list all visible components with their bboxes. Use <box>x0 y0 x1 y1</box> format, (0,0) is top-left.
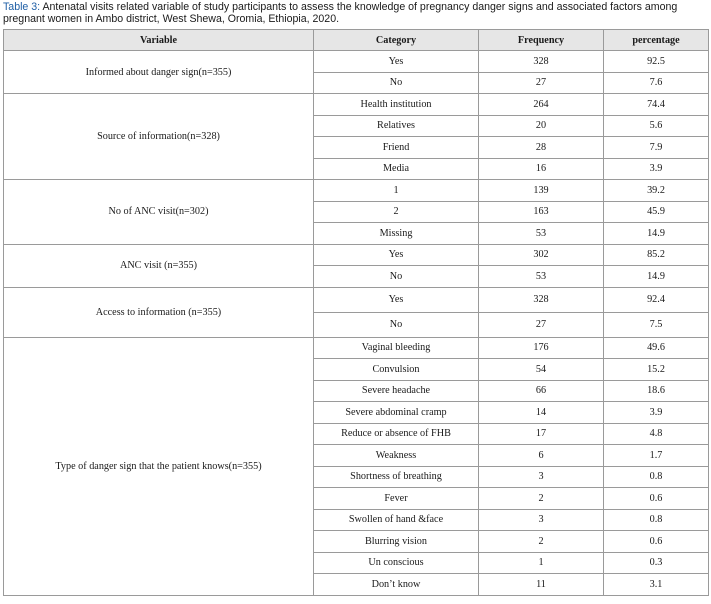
frequency-cell: 163 <box>479 201 604 223</box>
percentage-cell: 74.4 <box>604 94 709 116</box>
table-row <box>4 51 709 73</box>
percentage-cell: 7.9 <box>604 137 709 159</box>
frequency-cell: 53 <box>479 266 604 288</box>
frequency-cell: 328 <box>479 287 604 312</box>
category-cell: Yes <box>314 51 479 73</box>
percentage-cell: 85.2 <box>604 244 709 266</box>
frequency-cell: 139 <box>479 180 604 202</box>
table-row <box>4 337 709 359</box>
frequency-cell: 28 <box>479 137 604 159</box>
frequency-cell: 66 <box>479 380 604 402</box>
frequency-cell: 54 <box>479 359 604 381</box>
variable-cell: ANC visit (n=355) <box>4 244 314 287</box>
category-cell: 2 <box>314 201 479 223</box>
percentage-cell: 3.9 <box>604 158 709 180</box>
table-body <box>4 51 709 596</box>
frequency-cell: 11 <box>479 574 604 596</box>
frequency-cell: 302 <box>479 244 604 266</box>
variable-cell: No of ANC visit(n=302) <box>4 180 314 245</box>
percentage-cell: 7.5 <box>604 312 709 337</box>
category-cell: Missing <box>314 223 479 245</box>
frequency-cell: 20 <box>479 115 604 137</box>
frequency-cell: 6 <box>479 445 604 467</box>
table-row <box>4 180 709 202</box>
table-caption <box>3 1 709 25</box>
category-cell: Convulsion <box>314 359 479 381</box>
percentage-cell: 14.9 <box>604 266 709 288</box>
percentage-cell: 92.5 <box>604 51 709 73</box>
frequency-cell: 27 <box>479 312 604 337</box>
category-cell: Shortness of breathing <box>314 466 479 488</box>
header-percentage: percentage <box>604 30 709 51</box>
category-cell: Friend <box>314 137 479 159</box>
percentage-cell: 45.9 <box>604 201 709 223</box>
category-cell: Yes <box>314 244 479 266</box>
category-cell: Relatives <box>314 115 479 137</box>
frequency-cell: 1 <box>479 552 604 574</box>
percentage-cell: 18.6 <box>604 380 709 402</box>
category-cell: Un conscious <box>314 552 479 574</box>
table-caption-label: Table 3: <box>3 1 41 13</box>
percentage-cell: 49.6 <box>604 337 709 359</box>
percentage-cell: 92.4 <box>604 287 709 312</box>
percentage-cell: 0.8 <box>604 509 709 531</box>
percentage-cell: 15.2 <box>604 359 709 381</box>
variable-cell: Source of information(n=328) <box>4 94 314 180</box>
category-cell: Severe abdominal cramp <box>314 402 479 424</box>
category-cell: No <box>314 266 479 288</box>
frequency-cell: 176 <box>479 337 604 359</box>
frequency-cell: 16 <box>479 158 604 180</box>
frequency-cell: 27 <box>479 72 604 94</box>
category-cell: No <box>314 312 479 337</box>
frequency-cell: 3 <box>479 509 604 531</box>
category-cell: No <box>314 72 479 94</box>
table-caption-text: Antenatal visits related variable of study participants to assess the knowledge of pregnancy danger signs and associated factors among pregnant women in Ambo district, West Shewa, Oromia, Ethiopia, 2020. <box>3 1 678 25</box>
variable-cell: Type of danger sign that the patient knows(n=355) <box>4 337 314 595</box>
category-cell: Yes <box>314 287 479 312</box>
percentage-cell: 1.7 <box>604 445 709 467</box>
data-table <box>3 29 709 596</box>
frequency-cell: 17 <box>479 423 604 445</box>
category-cell: Vaginal bleeding <box>314 337 479 359</box>
percentage-cell: 3.9 <box>604 402 709 424</box>
category-cell: Don’t know <box>314 574 479 596</box>
table-header-row <box>4 30 709 51</box>
frequency-cell: 14 <box>479 402 604 424</box>
category-cell: Fever <box>314 488 479 510</box>
category-cell: Reduce or absence of FHB <box>314 423 479 445</box>
variable-cell: Access to information (n=355) <box>4 287 314 337</box>
header-category: Category <box>314 30 479 51</box>
category-cell: Severe headache <box>314 380 479 402</box>
percentage-cell: 5.6 <box>604 115 709 137</box>
header-variable: Variable <box>4 30 314 51</box>
variable-cell: Informed about danger sign(n=355) <box>4 51 314 94</box>
percentage-cell: 0.6 <box>604 531 709 553</box>
frequency-cell: 264 <box>479 94 604 116</box>
frequency-cell: 53 <box>479 223 604 245</box>
table-row <box>4 244 709 266</box>
frequency-cell: 2 <box>479 531 604 553</box>
category-cell: Media <box>314 158 479 180</box>
percentage-cell: 4.8 <box>604 423 709 445</box>
percentage-cell: 0.3 <box>604 552 709 574</box>
category-cell: Health institution <box>314 94 479 116</box>
category-cell: Swollen of hand &face <box>314 509 479 531</box>
frequency-cell: 328 <box>479 51 604 73</box>
percentage-cell: 14.9 <box>604 223 709 245</box>
category-cell: Blurring vision <box>314 531 479 553</box>
frequency-cell: 3 <box>479 466 604 488</box>
table-row <box>4 94 709 116</box>
table-row <box>4 287 709 312</box>
percentage-cell: 0.6 <box>604 488 709 510</box>
category-cell: 1 <box>314 180 479 202</box>
percentage-cell: 3.1 <box>604 574 709 596</box>
percentage-cell: 0.8 <box>604 466 709 488</box>
category-cell: Weakness <box>314 445 479 467</box>
frequency-cell: 2 <box>479 488 604 510</box>
header-frequency: Frequency <box>479 30 604 51</box>
percentage-cell: 39.2 <box>604 180 709 202</box>
percentage-cell: 7.6 <box>604 72 709 94</box>
